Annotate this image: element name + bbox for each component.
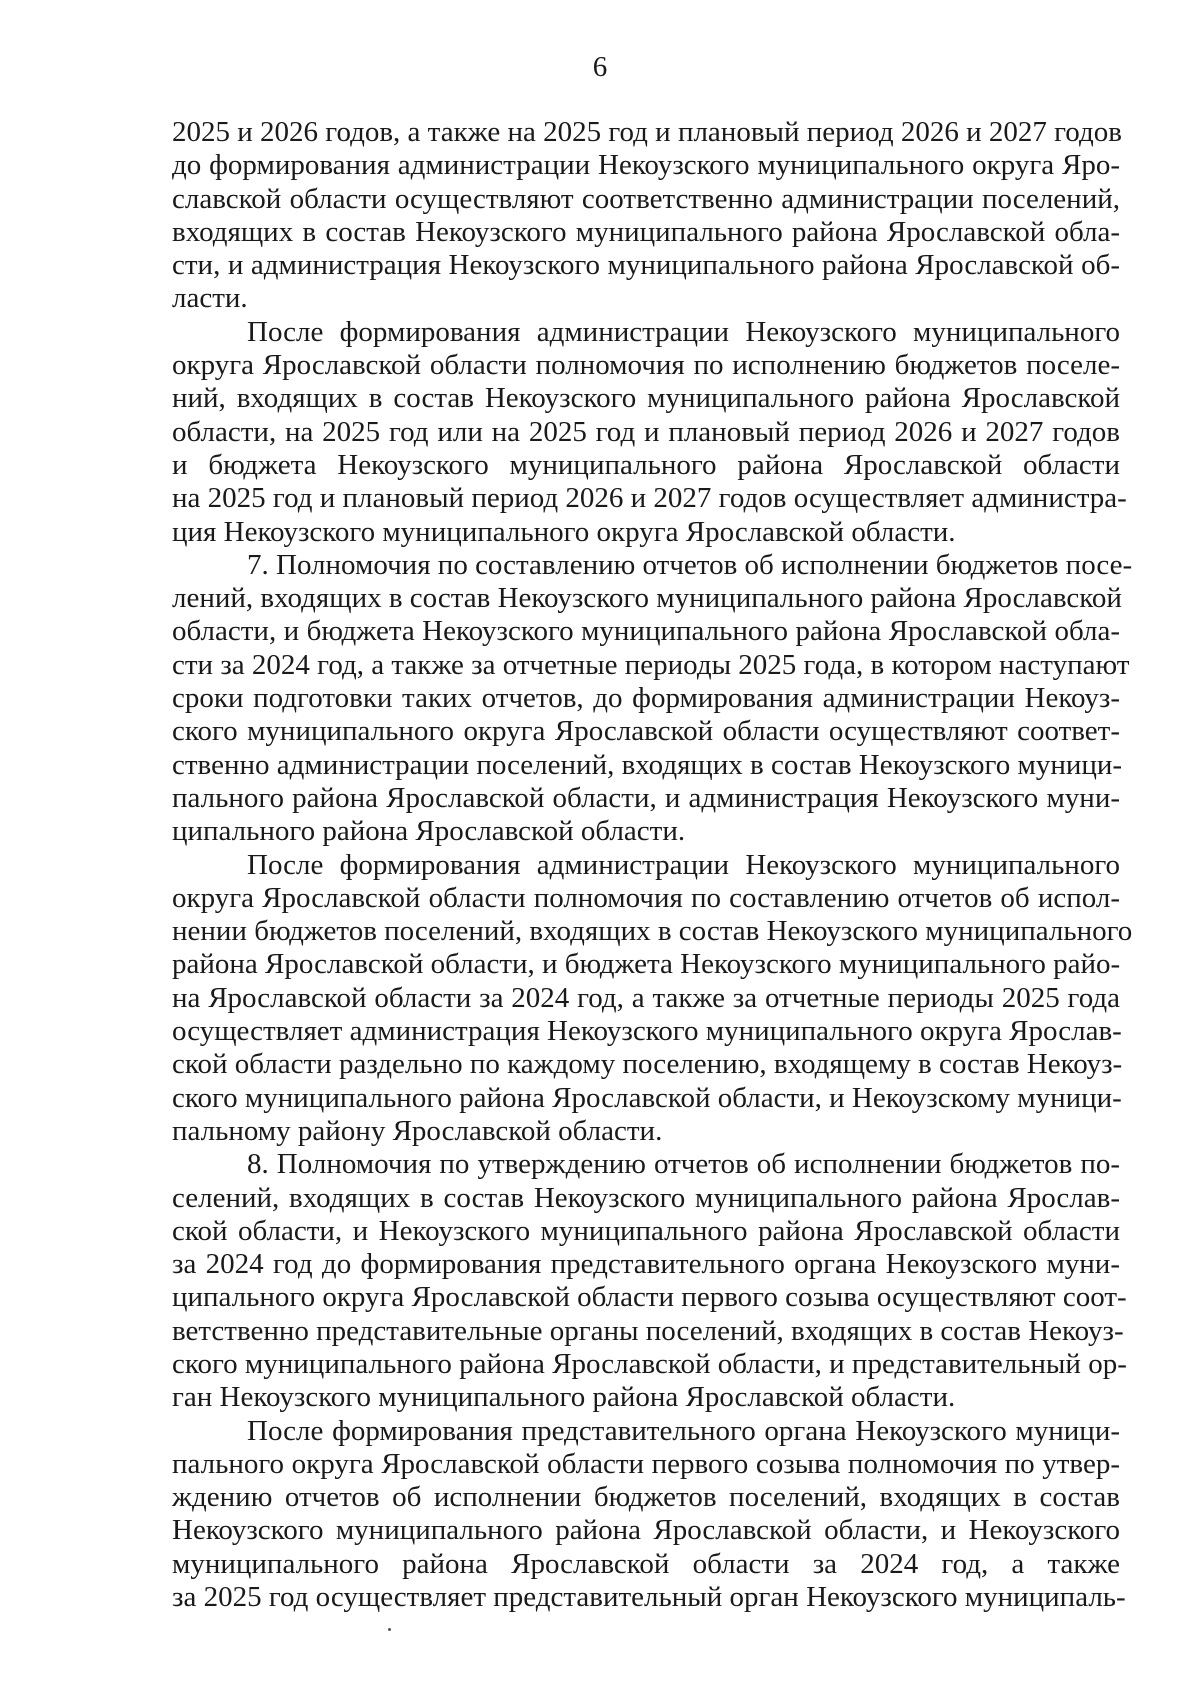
text-line: ципального района Ярославской области.	[172, 815, 686, 848]
text-line: области, на 2025 год или на 2025 год и плановый период 2026 и 2027 годов	[172, 415, 1120, 448]
text-line: входящих в состав Некоузского муниципального района Ярославской обла-	[172, 215, 1120, 248]
text-line: муниципального района Ярославской области за 2024 год, а также	[172, 1547, 1120, 1580]
text-line: ской области раздельно по каждому поселению, входящему в состав Некоуз-	[172, 1048, 1123, 1081]
paragraph-item-7	[172, 548, 1133, 849]
text-line: ветственно представительные органы поселений, входящих в состав Некоуз-	[172, 1314, 1124, 1347]
text-line: сти, и администрация Некоузского муниципального района Ярославской об-	[172, 249, 1120, 282]
text-line: ского муниципального района Ярославской области, и Некоузскому муници-	[172, 1081, 1122, 1114]
text-line: пального округа Ярославской области первого созыва полномочия по утвер-	[172, 1447, 1120, 1480]
text-line: за 2025 год осуществляет представительный орган Некоузского муниципаль-	[172, 1581, 1126, 1614]
text-line: ской области, и Некоузского муниципального района Ярославской области	[172, 1214, 1120, 1247]
text-line: до формирования администрации Некоузского муниципального округа Яро-	[172, 149, 1120, 182]
paragraph-approval-after-formation	[172, 1414, 1126, 1615]
document-body	[172, 116, 1133, 1614]
text-line: нении бюджетов поселений, входящих в состав Некоузского муниципального	[172, 915, 1133, 948]
text-line: ган Некоузского муниципального района Ярославской области.	[172, 1381, 956, 1414]
text-line: ний, входящих в состав Некоузского муниципального района Ярославской	[172, 382, 1120, 415]
page-number: 6	[592, 51, 608, 83]
text-line: района Ярославской области, и бюджета Некоузского муниципального райо-	[172, 948, 1121, 981]
text-line: 7. Полномочия по составлению отчетов об исполнении бюджетов посе-	[247, 548, 1133, 581]
text-line: на 2025 год и плановый период 2026 и 2027 годов осуществляет администра-	[172, 482, 1127, 515]
paragraph-continuation	[172, 116, 1120, 316]
text-line: 2025 и 2026 годов, а также на 2025 год и плановый период 2026 и 2027 годов	[172, 116, 1122, 148]
text-line: После формирования администрации Некоузского муниципального	[247, 315, 1120, 348]
text-line: округа Ярославской области полномочия по составлению отчетов об испол-	[172, 881, 1120, 914]
text-line: ция Некоузского муниципального округа Ярославской области.	[172, 515, 956, 548]
text-line: ждению отчетов об исполнении бюджетов поселений, входящих в состав	[172, 1481, 1120, 1514]
text-line: сроки подготовки таких отчетов, до формирования администрации Некоуз-	[172, 682, 1120, 715]
text-line: сти за 2024 год, а также за отчетные периоды 2025 года, в котором наступают	[172, 648, 1130, 681]
text-line: и бюджета Некоузского муниципального района Ярославской области	[172, 448, 1120, 481]
paragraph-budget-execution	[172, 315, 1127, 549]
text-line: Некоузского муниципального района Ярославской области, и Некоузского	[172, 1514, 1120, 1547]
text-line: ципального округа Ярославской области первого созыва осуществляют соот-	[172, 1281, 1127, 1314]
text-line: пальному району Ярославской области.	[172, 1114, 663, 1147]
paragraph-reports-after-formation	[172, 848, 1133, 1149]
paragraph-item-8	[172, 1148, 1127, 1414]
text-line: ласти.	[172, 282, 248, 315]
scan-artifact-dot	[388, 1628, 391, 1631]
text-line: области, и бюджета Некоузского муниципального района Ярославской обла-	[172, 615, 1120, 648]
text-line: округа Ярославской области полномочия по исполнению бюджетов поселе-	[172, 349, 1120, 382]
text-line: лений, входящих в состав Некоузского муниципального района Ярославской	[172, 582, 1122, 615]
text-line: ственно администрации поселений, входящих в состав Некоузского муници-	[172, 748, 1123, 781]
text-line: ского муниципального района Ярославской области, и представительный ор-	[172, 1347, 1127, 1380]
text-line: 8. Полномочия по утверждению отчетов об исполнении бюджетов по-	[247, 1148, 1120, 1181]
text-line: После формирования администрации Некоузского муниципального	[247, 848, 1120, 881]
text-line: за 2024 год до формирования представительного органа Некоузского муни-	[172, 1248, 1120, 1281]
text-line: на Ярославской области за 2024 год, а также за отчетные периоды 2025 года	[172, 981, 1120, 1014]
text-line: осуществляет администрация Некоузского муниципального округа Ярослав-	[172, 1015, 1122, 1048]
text-line: После формирования представительного органа Некоузского муници-	[247, 1414, 1120, 1447]
text-line: ского муниципального округа Ярославской области осуществляют соответ-	[172, 715, 1120, 748]
text-line: пального района Ярославской области, и администрация Некоузского муни-	[172, 781, 1120, 814]
text-line: селений, входящих в состав Некоузского муниципального района Ярослав-	[172, 1181, 1120, 1214]
text-line: славской области осуществляют соответственно администрации поселений,	[172, 182, 1120, 215]
